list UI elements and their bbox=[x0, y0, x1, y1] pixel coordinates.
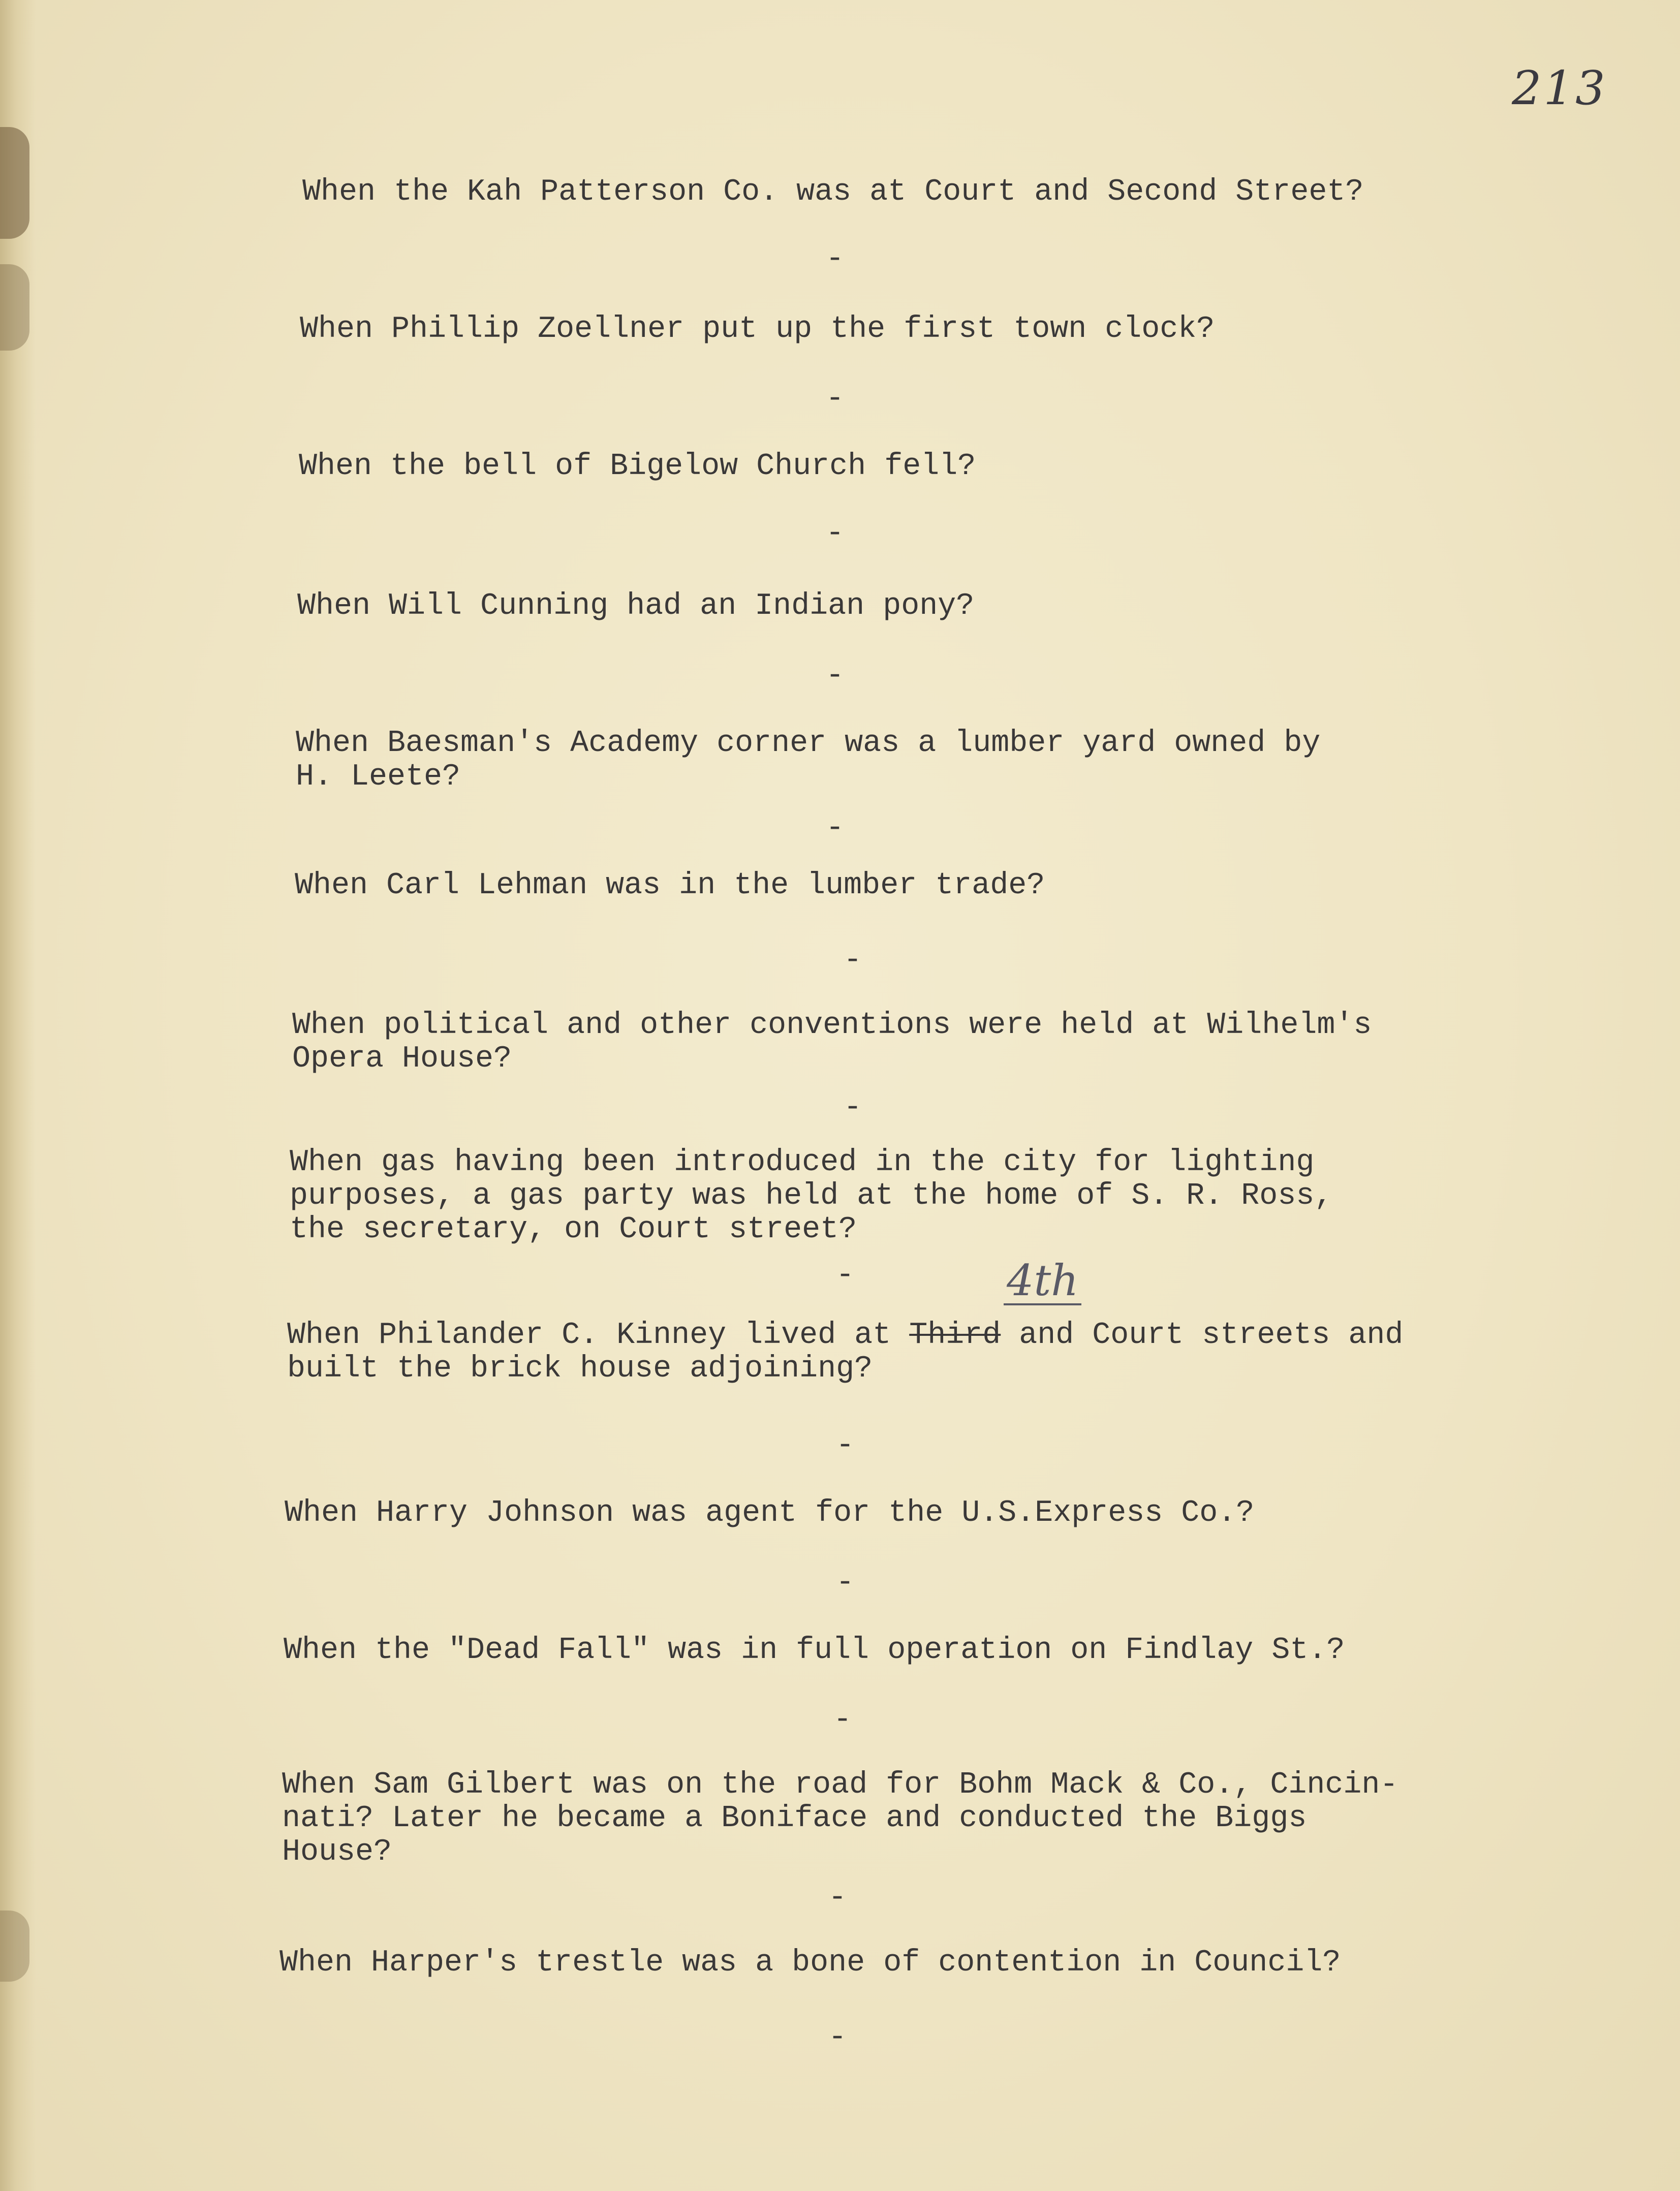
question-entry: When the "Dead Fall" was in full operation on Findlay St.? bbox=[284, 1633, 1345, 1668]
question-entry: When the Kah Patterson Co. was at Court and Second Street? bbox=[302, 175, 1364, 209]
edge-damage bbox=[0, 1911, 29, 1982]
struck-word: Third bbox=[909, 1318, 1001, 1353]
separator-dash: - bbox=[828, 1881, 847, 1915]
page-number: 213 bbox=[1512, 61, 1607, 115]
separator-dash: - bbox=[826, 382, 845, 416]
question-entry: When political and other conventions were held at Wilhelm's Opera House? bbox=[292, 1008, 1372, 1076]
separator-dash: - bbox=[844, 1090, 862, 1125]
question-entry: When Harry Johnson was agent for the U.S.Express Co.? bbox=[285, 1496, 1255, 1530]
handwritten-correction: 4th bbox=[1004, 1258, 1081, 1305]
separator-dash: - bbox=[826, 659, 845, 693]
question-entry: When Will Cunning had an Indian pony? bbox=[297, 589, 975, 623]
question-entry: When Phillip Zoellner put up the first town clock? bbox=[300, 312, 1215, 347]
question-entry: When Harper's trestle was a bone of contention in Council? bbox=[279, 1946, 1341, 1980]
question-entry: When Philander C. Kinney lived at Third and Court streets and built the brick house adjoining? bbox=[287, 1318, 1404, 1386]
edge-damage bbox=[0, 127, 29, 239]
separator-dash: - bbox=[833, 1703, 852, 1737]
separator-dash: - bbox=[828, 2020, 847, 2055]
separator-dash: - bbox=[826, 242, 845, 276]
question-entry: When Baesman's Academy corner was a lumber yard owned by H. Leete? bbox=[296, 726, 1321, 794]
separator-dash: - bbox=[836, 1566, 855, 1600]
separator-dash: - bbox=[826, 811, 845, 846]
question-entry: When Sam Gilbert was on the road for Bohm Mack & Co., Cincin- nati? Later he became a Boniface and conducted the Biggs House? bbox=[282, 1768, 1398, 1869]
separator-dash: - bbox=[844, 943, 862, 978]
edge-damage bbox=[0, 264, 29, 351]
separator-dash: - bbox=[826, 516, 845, 551]
question-entry: When gas having been introduced in the city for lighting purposes, a gas party was held at the home of S. R. Ross, the secretary, on Court street? bbox=[290, 1145, 1333, 1247]
separator-dash: - bbox=[836, 1428, 855, 1463]
question-entry: When Carl Lehman was in the lumber trade? bbox=[295, 868, 1045, 903]
separator-dash: - bbox=[836, 1258, 855, 1293]
question-entry: When the bell of Bigelow Church fell? bbox=[299, 449, 976, 484]
